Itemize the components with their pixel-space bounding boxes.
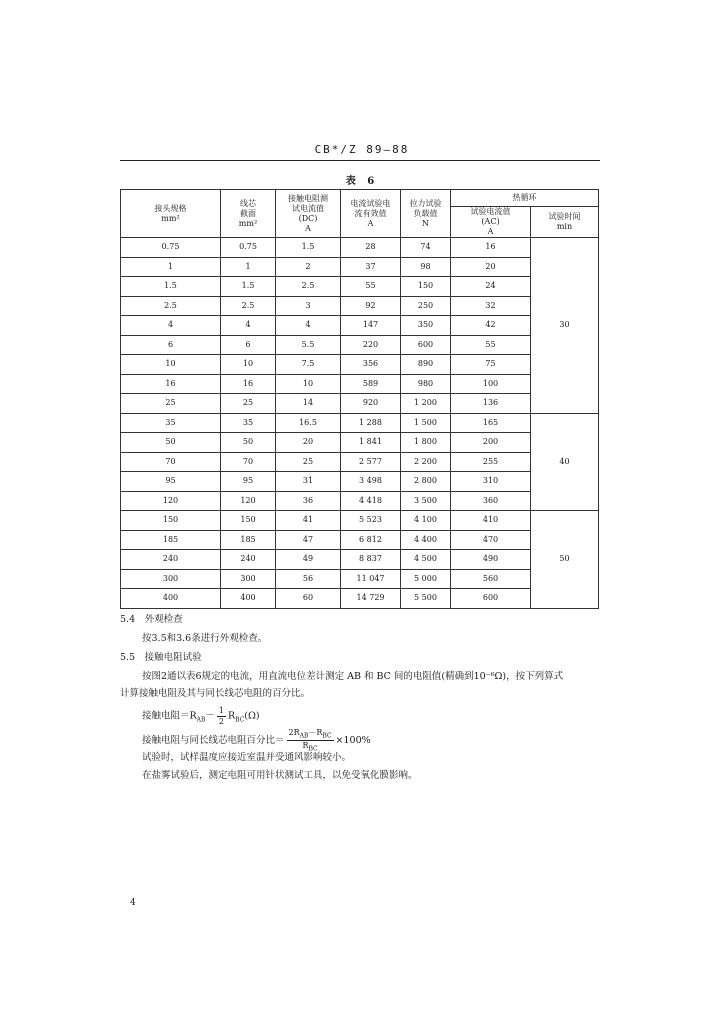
table-row [121, 413, 599, 433]
test-time-cell: 50 [531, 511, 599, 609]
table-cell: 60 [276, 589, 341, 609]
section-5-4-text: 按3.5和3.6条进行外观检查。 [142, 633, 268, 644]
table-cell: 0.75 [221, 238, 276, 258]
table-row [121, 394, 599, 414]
table-cell: 10 [221, 355, 276, 375]
test-note-2: 在盐雾试验后，测定电阻可用针状测试工具，以免受氧化膜影响。 [142, 770, 418, 781]
table-cell: 600 [401, 335, 451, 355]
section-5-5-text-1: 按图2通以表6规定的电流，用直流电位差计测定 AB 和 BC 间的电阻值(精确到10⁻⁶Ω)，按下列算式 [142, 671, 564, 682]
table-cell: 2 800 [401, 472, 451, 492]
table-cell: 95 [121, 472, 221, 492]
table-row [121, 472, 599, 492]
section-5-4-title: 5.4 外观检查 [120, 614, 183, 625]
table-cell: 490 [451, 550, 531, 570]
table-cell: 120 [121, 491, 221, 511]
header-test-time: 试验时间 min [531, 207, 599, 238]
table-cell: 589 [341, 374, 401, 394]
table-cell: 1 500 [401, 413, 451, 433]
standard-code-header: CB*/Z 89—88 [314, 143, 410, 156]
table-cell: 4 100 [401, 511, 451, 531]
section-5-5-text-2: 计算接触电阻及其与同长线芯电阻的百分比。 [120, 688, 311, 699]
table-cell: 2 200 [401, 452, 451, 472]
table-cell: 16 [451, 238, 531, 258]
table-cell: 16 [221, 374, 276, 394]
table-row [121, 277, 599, 297]
table-row [121, 511, 599, 531]
table-cell: 70 [221, 452, 276, 472]
table-cell: 2 [276, 257, 341, 277]
table-cell: 147 [341, 316, 401, 336]
table-caption: 表 6 [345, 176, 379, 187]
table-cell: 7.5 [276, 355, 341, 375]
table-cell: 42 [451, 316, 531, 336]
table-cell: 240 [221, 550, 276, 570]
table-cell: 32 [451, 296, 531, 316]
table-cell: 200 [451, 433, 531, 453]
table-cell: 4 500 [401, 550, 451, 570]
table-cell: 1 288 [341, 413, 401, 433]
header-test-current-ac: 试验电流值 (AC) A [451, 207, 531, 238]
table-row [121, 257, 599, 277]
header-core-section: 线芯 截面 mm² [221, 190, 276, 238]
table-cell: 300 [121, 569, 221, 589]
table-cell: 20 [451, 257, 531, 277]
table-cell: 8 837 [341, 550, 401, 570]
table-cell: 35 [121, 413, 221, 433]
table-cell: 10 [276, 374, 341, 394]
table-cell: 37 [341, 257, 401, 277]
table-cell: 20 [276, 433, 341, 453]
table-cell: 1.5 [121, 277, 221, 297]
header-contact-resistance-current: 接触电阻测 试电流值 (DC) A [276, 190, 341, 238]
table-cell: 3 498 [341, 472, 401, 492]
table-cell: 50 [221, 433, 276, 453]
table-cell: 410 [451, 511, 531, 531]
table-cell: 5 523 [341, 511, 401, 531]
table-cell: 1.5 [221, 277, 276, 297]
table-row [121, 491, 599, 511]
half-fraction: $\frac{1}{2}$ [218, 706, 225, 726]
contact-resistance-formula: 接触电阻$=R_{AB}-$ $\frac{1}{2}$ $R_{BC}(\Omega)$ [142, 706, 260, 726]
table-row [121, 374, 599, 394]
table-cell: 400 [221, 589, 276, 609]
header-rule [120, 160, 600, 161]
table-cell: 2.5 [221, 296, 276, 316]
table-cell: 920 [341, 394, 401, 414]
table-row [121, 530, 599, 550]
table-cell: 2.5 [276, 277, 341, 297]
table-cell: 300 [221, 569, 276, 589]
table-row [121, 296, 599, 316]
table-cell: 50 [121, 433, 221, 453]
header-thermal-cycle: 热循环 [451, 190, 599, 207]
table-cell: 1 [121, 257, 221, 277]
table-cell: 31 [276, 472, 341, 492]
table-cell: 92 [341, 296, 401, 316]
ratio-fraction: $\frac{2R_{AB}-R_{BC}}{R_{BC}}$ [288, 728, 332, 753]
table-cell: 400 [121, 589, 221, 609]
table-cell: 255 [451, 452, 531, 472]
test-time-cell: 30 [531, 238, 599, 414]
table-cell: 2 577 [341, 452, 401, 472]
table-cell: 55 [341, 277, 401, 297]
table-cell: 55 [451, 335, 531, 355]
table-cell: 890 [401, 355, 451, 375]
table-cell: 1 [221, 257, 276, 277]
table-cell: 4 400 [401, 530, 451, 550]
table-row [121, 355, 599, 375]
table-cell: 95 [221, 472, 276, 492]
table-cell: 1 800 [401, 433, 451, 453]
table-cell: 356 [341, 355, 401, 375]
table-cell: 14 729 [341, 589, 401, 609]
table-cell: 3 [276, 296, 341, 316]
table-cell: 16 [121, 374, 221, 394]
table-row [121, 238, 599, 258]
spec-table [120, 189, 599, 609]
resistance-percentage-formula: 接触电阻与同长线芯电阻百分比＝ $\frac{2R_{AB}-R_{BC}}{R_{BC}}$ ×100% [142, 728, 371, 753]
table-cell: 4 [121, 316, 221, 336]
table-cell: 185 [121, 530, 221, 550]
table-cell: 4 [221, 316, 276, 336]
table-cell: 3 500 [401, 491, 451, 511]
table-cell: 120 [221, 491, 276, 511]
table-cell: 25 [121, 394, 221, 414]
table-cell: 1 841 [341, 433, 401, 453]
table-row [121, 335, 599, 355]
table-cell: 185 [221, 530, 276, 550]
table-cell: 0.75 [121, 238, 221, 258]
table-cell: 98 [401, 257, 451, 277]
test-note-1: 试验时，试样温度应接近室温并受通风影响较小。 [142, 752, 352, 763]
table-cell: 75 [451, 355, 531, 375]
table-cell: 5.5 [276, 335, 341, 355]
table-cell: 4 418 [341, 491, 401, 511]
spec-table-body [121, 238, 599, 609]
table-cell: 600 [451, 589, 531, 609]
table-cell: 2.5 [121, 296, 221, 316]
table-cell: 49 [276, 550, 341, 570]
table-cell: 56 [276, 569, 341, 589]
table-row [121, 550, 599, 570]
table-cell: 24 [451, 277, 531, 297]
table-cell: 41 [276, 511, 341, 531]
table-row [121, 452, 599, 472]
table-cell: 1.5 [276, 238, 341, 258]
table-cell: 6 [121, 335, 221, 355]
table-cell: 470 [451, 530, 531, 550]
table-row [121, 433, 599, 453]
table-cell: 10 [121, 355, 221, 375]
header-joint-spec: 接头规格 mm² [121, 190, 221, 238]
table-cell: 28 [341, 238, 401, 258]
table-cell: 560 [451, 569, 531, 589]
table-cell: 47 [276, 530, 341, 550]
section-5-5-title: 5.5 接触电阻试验 [120, 652, 202, 663]
table-cell: 165 [451, 413, 531, 433]
table-cell: 35 [221, 413, 276, 433]
table-cell: 150 [121, 511, 221, 531]
table-cell: 100 [451, 374, 531, 394]
table-cell: 1 200 [401, 394, 451, 414]
page-number: 4 [130, 898, 136, 908]
table-cell: 6 812 [341, 530, 401, 550]
table-cell: 36 [276, 491, 341, 511]
table-cell: 5 000 [401, 569, 451, 589]
table-cell: 310 [451, 472, 531, 492]
table-cell: 70 [121, 452, 221, 472]
table-cell: 4 [276, 316, 341, 336]
test-time-cell: 40 [531, 413, 599, 511]
table-cell: 6 [221, 335, 276, 355]
header-current-test-rms: 电流试验电 流有效值 A [341, 190, 401, 238]
table-cell: 150 [221, 511, 276, 531]
table-cell: 14 [276, 394, 341, 414]
table-row [121, 569, 599, 589]
table-cell: 5 500 [401, 589, 451, 609]
table-cell: 360 [451, 491, 531, 511]
table-cell: 980 [401, 374, 451, 394]
table-cell: 25 [276, 452, 341, 472]
table-cell: 16.5 [276, 413, 341, 433]
table-cell: 136 [451, 394, 531, 414]
table-cell: 11 047 [341, 569, 401, 589]
table-cell: 150 [401, 277, 451, 297]
table-cell: 350 [401, 316, 451, 336]
table-cell: 240 [121, 550, 221, 570]
table-cell: 25 [221, 394, 276, 414]
table-cell: 250 [401, 296, 451, 316]
table-row [121, 316, 599, 336]
table-row [121, 589, 599, 609]
table-cell: 74 [401, 238, 451, 258]
table-cell: 220 [341, 335, 401, 355]
header-tensile-load: 拉力试验 负载值 N [401, 190, 451, 238]
